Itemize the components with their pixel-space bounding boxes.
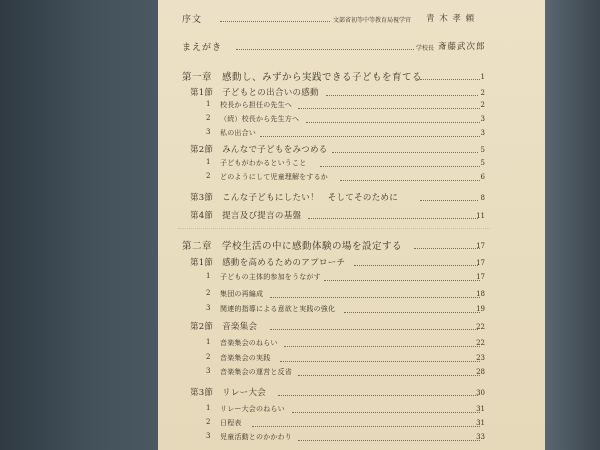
toc-item [158, 367, 545, 378]
leader-dots [324, 280, 480, 281]
leader-dots [308, 218, 478, 219]
section-title: 第3節 こんな子どもにしたい！ そしてそのために [190, 193, 399, 203]
item-number: 1 [206, 158, 211, 166]
item-title: 音楽集会のねらい [220, 339, 278, 347]
section-title: 第2節 音楽集会 [190, 322, 258, 332]
item-title: 子どもの主体的参加をうながす [220, 273, 321, 281]
page-number: 31 [476, 419, 485, 427]
page-number: 5 [480, 159, 485, 167]
leader-dots [326, 95, 478, 96]
leader-dots [278, 395, 478, 396]
item-title: 音楽集会の実践 [220, 354, 271, 362]
toc-item [158, 172, 545, 183]
toc-item [158, 100, 545, 111]
table-of-contents-page [158, 0, 545, 450]
item-number: 3 [206, 432, 211, 440]
page-number: 11 [476, 212, 485, 220]
item-title: 私の出合い [220, 129, 256, 137]
toc-section [158, 386, 545, 398]
item-title: 校長から担任の先生へ [220, 101, 292, 109]
toc-chapter-1 [158, 69, 545, 83]
item-number: 2 [206, 114, 211, 122]
item-title: リレー大会のねらい [220, 405, 285, 413]
toc-section [158, 209, 545, 221]
leader-dots [414, 248, 480, 249]
toc-section [158, 191, 545, 203]
toc-section [158, 143, 545, 155]
item-number: 1 [206, 100, 211, 108]
leader-dots [320, 166, 480, 167]
leader-dots [298, 375, 480, 376]
leader-dots [260, 136, 480, 137]
page-number: 6 [480, 173, 485, 181]
section-title: 第4節 提言及び提言の基盤 [190, 211, 302, 221]
page-number: 3 [480, 129, 485, 137]
leader-dots [420, 79, 480, 80]
item-title: どのようにして児童理解をするか [220, 173, 328, 181]
section-title: 第3節 リレー大会 [190, 388, 267, 398]
page-number: 31 [476, 405, 485, 413]
item-title: （続）校長から先生方へ [220, 115, 300, 123]
item-number: 2 [206, 353, 211, 361]
page-number: 22 [476, 339, 485, 347]
leader-dots [298, 440, 480, 441]
leader-dots [270, 329, 478, 330]
item-title: 集団の再編成 [220, 290, 264, 298]
book-edge-left [0, 0, 158, 450]
page-number: 30 [476, 389, 485, 397]
toc-item [158, 128, 545, 139]
item-number: 3 [206, 367, 211, 375]
leader-dots [344, 312, 480, 313]
item-title: 日程表 [220, 419, 242, 427]
item-number: 2 [206, 289, 211, 297]
item-title: 関連的指導による意欲と実践の強化 [220, 305, 336, 313]
leader-dots [354, 265, 478, 266]
toc-item [158, 114, 545, 125]
item-title: 子どもがわかるということ [220, 159, 307, 167]
toc-item [158, 289, 545, 300]
item-number: 1 [206, 338, 211, 346]
toc-section [158, 320, 545, 332]
page-number: 3 [480, 115, 485, 123]
page-number: 33 [476, 433, 485, 441]
item-number: 3 [206, 128, 211, 136]
item-number: 1 [206, 404, 211, 412]
page-number: 22 [476, 323, 485, 331]
toc-item [158, 353, 545, 364]
page-number: 17 [476, 242, 485, 250]
toc-section [158, 256, 545, 268]
preface-author-role: 文部省初等中等教育局視学官 [333, 17, 412, 24]
leader-dots [220, 21, 330, 22]
toc-item [158, 304, 545, 315]
book-edge-right [545, 0, 600, 450]
toc-item [158, 272, 545, 283]
leader-dots [340, 180, 480, 181]
chapter-title: 第一章 感動し、みずから実践できる子どもを育てる [182, 72, 423, 83]
page-number: 8 [480, 194, 485, 202]
item-title: 音楽集会の運営と反省 [220, 368, 292, 376]
toc-item [158, 404, 545, 415]
foreword-author: 斎藤武次郎 [438, 42, 486, 52]
foreword-author-role: 学校長 [416, 45, 435, 52]
leader-dots [252, 426, 480, 427]
page-number: 18 [476, 290, 485, 298]
page-number: 2 [480, 101, 485, 109]
item-title: 児童活動とのかかわり [220, 433, 292, 441]
item-number: 2 [206, 172, 211, 180]
page-number: 1 [480, 73, 485, 81]
toc-item [158, 158, 545, 169]
leader-dots [298, 108, 480, 109]
page-number: 5 [480, 146, 485, 154]
divider [178, 228, 490, 229]
leader-dots [292, 412, 480, 413]
leader-dots [332, 152, 478, 153]
section-title: 第1節 子どもとの出合いの感動 [190, 88, 319, 98]
page-number: 17 [476, 273, 485, 281]
page-number: 19 [476, 305, 485, 313]
leader-dots [420, 200, 478, 201]
leader-dots [236, 49, 414, 50]
item-number: 1 [206, 272, 211, 280]
leader-dots [306, 122, 480, 123]
toc-entry-preface [158, 12, 545, 26]
section-title: 第1節 感動を高めるためのアプローチ [190, 258, 346, 268]
leader-dots [280, 361, 480, 362]
page-number: 2 [480, 89, 485, 97]
item-number: 2 [206, 418, 211, 426]
chapter-title: 第二章 学校生活の中に感動体験の場を設定する [182, 241, 403, 252]
preface-title: 序文 [182, 15, 203, 25]
toc-section [158, 86, 545, 98]
leader-dots [270, 297, 480, 298]
toc-chapter-2 [158, 238, 545, 252]
section-title: 第2節 みんなで子どもをみつめる [190, 145, 328, 155]
preface-author: 青 木 孝 頼 [426, 14, 476, 24]
page-number: 17 [476, 259, 485, 267]
leader-dots [284, 346, 480, 347]
toc-item [158, 418, 545, 429]
foreword-title: まえがき [182, 43, 223, 53]
page-number: 23 [476, 354, 485, 362]
toc-item [158, 432, 545, 443]
toc-entry-foreword [158, 40, 545, 54]
page-number: 28 [476, 368, 485, 376]
toc-item [158, 338, 545, 349]
item-number: 3 [206, 304, 211, 312]
